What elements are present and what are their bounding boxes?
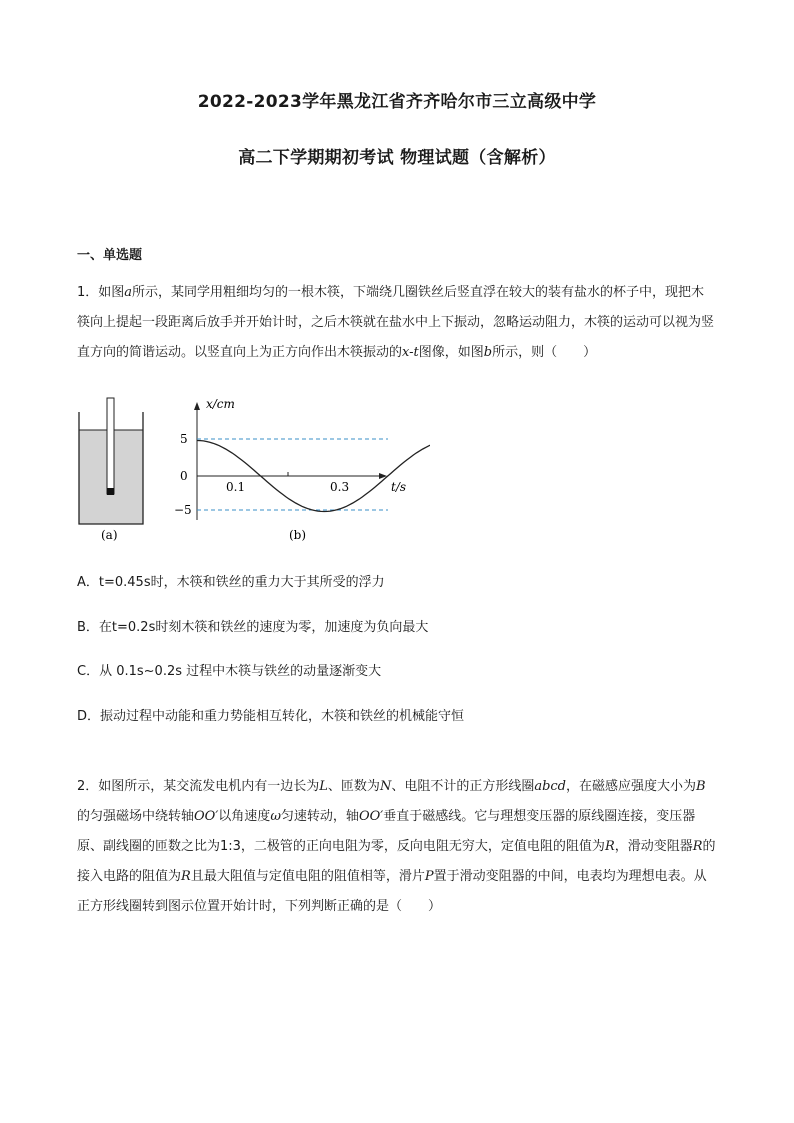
q1-text-1: 1．如图 [77, 285, 125, 300]
x-axis-arrow [194, 402, 200, 410]
q2-text-9: ，滑动变阻器 [614, 839, 693, 854]
question-1-figure [70, 392, 430, 556]
paper-title-line2: 高二下学期期初考试 物理试题（含解析） [238, 148, 556, 168]
option-c[interactable]: C．从 0.1s~0.2s 过程中木筷与铁丝的动量逐渐变大 [77, 664, 382, 679]
option-a[interactable]: A．t=0.45s时，木筷和铁丝的重力大于其所受的浮力 [77, 575, 385, 590]
q2-var-axis-2: OO′ [358, 809, 384, 824]
q2-var-abcd: abcd [534, 779, 567, 794]
chopstick [107, 398, 114, 494]
q2-var-P: P [424, 869, 434, 884]
q1-text-4: 所示，则（ ） [492, 345, 597, 360]
q2-var-N: N [379, 779, 392, 794]
q2-text-5: 的匀强磁场中绕转轴 [77, 809, 195, 824]
figure-b-label: (b) [289, 528, 307, 542]
q2-var-B: B [696, 779, 706, 794]
q2-text-1: 2．如图所示，某交流发电机内有一边长为 [77, 779, 320, 794]
q2-var-axis: OO′ [194, 809, 219, 824]
q2-text-12: 置于滑动变阻器的中间，电表均为理想电表。从正方形线圈转到图示位置开始计时，下列判断正确的是（ ） [77, 869, 707, 914]
beaker-diagram [79, 398, 143, 542]
option-b[interactable]: B．在t=0.2s时刻木筷和铁丝的速度为零，加速度为负向最大 [77, 620, 429, 635]
paper-title-line1: 2022-2023学年黑龙江省齐齐哈尔市三立高级中学 [197, 92, 597, 112]
y-axis-label: x/cm [206, 397, 235, 411]
q1-var-a: a [124, 285, 133, 300]
tick-label-0-1: 0.1 [226, 480, 246, 494]
q2-text-3: 、电阻不计的正方形线圈 [391, 779, 535, 794]
q1-text-3: 图像，如图 [418, 345, 484, 360]
q2-text-4: ，在磁感应强度大小为 [566, 779, 697, 794]
q1-var-xt: x-t [402, 345, 419, 360]
q2-var-R3: R [181, 869, 191, 884]
q2-text-8: 垂直于磁感线。它与理想变压器的原线圈连接，变压器原、副线圈的匝数之比为1:3，二极管的正向电阻为零，反向电阻无穷大，定值电阻的阻值为 [77, 809, 696, 854]
q2-var-omega: ω [270, 809, 281, 824]
q2-text-7: 匀速转动，轴 [280, 809, 359, 824]
tick-label-0-3: 0.3 [330, 480, 350, 494]
q2-text-10: 的接入电路的阻值为 [77, 839, 716, 884]
q2-var-L: L [319, 779, 328, 794]
question-2-stem [77, 772, 717, 922]
option-d[interactable]: D．振动过程中动能和重力势能相互转化，木筷和铁丝的机械能守恒 [77, 709, 465, 724]
q2-var-R2: R [692, 839, 703, 854]
q1-text-2: 所示，某同学用粗细均匀的一根木筷，下端绕几圈铁丝后竖直浮在较大的装有盐水的杯子中，现把木筷向上提起一段距离后放手并开始计时，之后木筷就在盐水中上下振动，忽略运动阻力，木筷的运动可以视为竖直方向的简谐运动。以竖直向上为正方向作出木筷振动的 [77, 285, 715, 360]
section-heading: 一、单选题 [77, 248, 143, 263]
x-axis-unit-label: t/s [391, 480, 407, 494]
q2-text-6: 以角速度 [218, 809, 271, 824]
question-1-stem [77, 278, 717, 368]
q2-text-11: 且最大阻值与定值电阻的阻值相等，滑片 [190, 869, 425, 884]
tick-label-5: 5 [180, 432, 188, 446]
tick-label-neg5: −5 [174, 503, 192, 517]
tick-label-0: 0 [180, 469, 188, 483]
q2-var-R1: R [604, 839, 615, 854]
figure-a-label: (a) [101, 528, 118, 542]
xt-graph [174, 397, 430, 542]
q2-text-2: 、匝数为 [327, 779, 380, 794]
iron-wire [107, 488, 114, 495]
q1-var-b: b [483, 345, 493, 360]
figure-svg [70, 392, 430, 552]
